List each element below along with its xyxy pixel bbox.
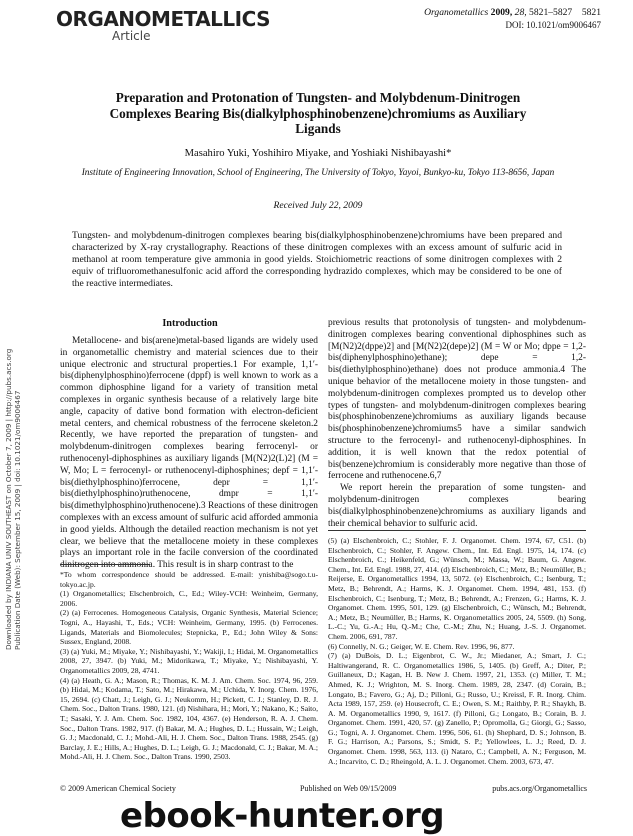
footnote-divider-left: [60, 564, 150, 565]
download-sidebar: [4, 300, 20, 650]
footnote-ref[interactable]: (3) (a) Yuki, M.; Miyake, Y.; Nishibayashi, Y.; Wakiji, I.; Hidai, M. Organometallics 2008, 27, 3947. (b) Yuki, M.; Midorikawa, T.; Miyake, Y.; Nishibayashi, Y. Organometallics 2009, 28, 4741.: [60, 646, 318, 675]
section-heading-introduction: Introduction: [162, 318, 218, 329]
footnotes-right: [328, 536, 586, 766]
citation-line: [424, 7, 601, 19]
footnote-ref[interactable]: (4) (a) Heath, G. A.; Mason, R.; Thomas, K. M. J. Am. Chem. Soc. 1974, 96, 259. (b) Hidai, M.; Kodama, T.; Sato, M.; Hirakawa, M.; Uchida, Y. Inorg. Chem. 1976, 15, 2694. (c) Chatt, J.; Leigh, G. J.; Neukomm, H.; Pickett, C. J.; Stanley, D. R. J. Chem. Soc., Dalton Trans. 1980, 121. (d) Nishihara, H.; Mori, Y.; Nakano, K.; Saito, T.; Sasaki, Y. J. Am. Chem. Soc. 1982, 104, 4367. (e) Henderson, R. A. J. Chem. Soc., Dalton Trans. 1982, 917. (f) Bakar, M. A.; Hughes, D. L.; Hussain, W.; Leigh, G. J.; Macdonald, C. J.; Mohd.-Ali, H. J. Chem. Soc., Dalton Trans. 1988, 2545. (g) Barclay, J. E.; Hills, A.; Hughes, D. L.; Leigh, G. J.; Macdonald, C. J.; Bakar, M. A.; Mohd.-Ali, H. J. Chem. Soc., Dalton Trans. 1990, 2503.: [60, 675, 318, 762]
footnote-ref[interactable]: (5) (a) Elschenbroich, C.; Stohler, F. J. Organomet. Chem. 1974, 67, C51. (b) Elschenbroich, C.; Stohler, F. Angew. Chem., Int. Ed. Engl. 1975, 14, 174. (c) Elschenbroich, C.; Heikenfeld, G.; Wünsch, M.; Massa, W.; Baum, G. Angew. Chem., Int. Ed. Engl. 1988, 27, 414. (d) Elschenbroich, C.; Metz, B.; Neumüller, B.; Reijerse, E. Organometallics 1994, 13, 5072. (e) Elschenbroich, C.; Isenburg, T.; Metz, B.; Behrendt, A.; Harms, K. J. Organomet. Chem. 1994, 481, 153. (f) Elschenbroich, C.; Isenburg, T.; Metz, B.; Behrendt, A.; Frenzen, G.; Harms, K. J. Organomet. Chem. 1995, 501, 129. (g) Elschenbroich, C.; Wünsch, M.; Behrendt, A.; Metz, B.; Neumüller, B.; Harms, K. Organometallics 2005, 24, 5509. (h) Song, L.-C.; Yu, G.-A.; Hu, Q.-M.; Che, C.-M.; Zhu, N.; Huang, J.-S. J. Organomet. Chem. 2006, 691, 787.: [328, 536, 586, 641]
pub-date-note: Publication Date (Web): September 15, 2009 | doi: 10.1021/om9006467: [13, 390, 22, 650]
article-title: Preparation and Protonation of Tungsten- and Molybdenum-Dinitrogen Complexes Bearing Bis(dialkylphosphinobenzene)chromiums as Auxiliary Ligands: [109, 90, 527, 136]
doi[interactable]: DOI: 10.1021/om9006467: [505, 20, 601, 30]
received-date: Received July 22, 2009: [273, 200, 363, 211]
intro-right-paragraph-1: previous results that protonolysis of tungsten- and molybdenum-dinitrogen complexes bearing conventional diphosphines such as [M(N2)2(dppe)2] and [M(N2)2(depe)2] (M = W or Mo; dppe = 1,2-bis(diphenylphosphino)ethane); depe = 1,2-bis(diethylphosphino)ethane) does not produce ammonia.4 The unique behavior of the metallocene moiety in those tungsten- and molybdenum-dinitrogen complexes prompted us to develop other types of tungsten- and molybdenum-dinitrogen complexes bearing bis(phosphinobenzene)chromiums as auxiliary ligands because bis(phosphinobenzene)chromiums5 have a similar sandwich structure to the ferrocenyl- and ruthenocenyl-diphosphines. In addition, it is well known that the redox potential of bis(benzene)chromium is considerably more negative than those of ferrocene and ruthenocene.6,7: [328, 318, 586, 482]
article-authors: Masahiro Yuki, Yoshihiro Miyake, and Yoshiaki Nishibayashi*: [184, 148, 452, 159]
footnote-ref: (1) Organometallics; Elschenbroich, C., Ed.; Wiley-VCH: Weinheim, Germany, 2006.: [60, 589, 318, 608]
intro-left-column: Metallocene- and bis(arene)metal-based ligands are widely used in organometallic chemistry and material sciences due to their unique electronic and structural properties.1 For example, 1,1′-bis(diphenylphosphino)ferrocene (dppf) is well known to work as a common diphosphine ligand for a variety of transition metal complexes in organic synthesis because of a relatively large bite angle, capacity of dative bond formation with electron-deficient metal centers, and chemical robustness of the ferrocene skeleton.2 Recently, we have reported the preparation of tungsten- and molybdenum-dinitrogen complexes bearing ferrocenyl- or ruthenocenyl-diphosphines as auxiliary ligands [M(N2)2(L)2] (M = W, Mo; L = ferrocenyl- or ruthenocenyl-diphosphines; depf = 1,1′-bis(diethylphosphino)ferrocene, depr = 1,1′-bis(diethylphosphino)ruthenocene, dmpr = 1,1′-bis(dimethylphosphino)ruthenocene).3 Reactions of these dinitrogen complexes with an excess amount of sulfuric acid afforded ammonia in good yields. Although the detailed reaction mechanism is not yet clear, we believe that the metallocene moiety in these complexes plays an important role in the facile conversion of the coordinated dinitrogen into ammonia. This result is in sharp contrast to the: [60, 336, 318, 571]
abstract: Tungsten- and molybdenum-dinitrogen complexes bearing bis(dialkylphosphinobenzene)chromiums have been prepared and characterized by X-ray crystallography. Reactions of these dinitrogen complexes with an excess amount of sulfuric acid in methanol at room temperature give ammonia in good yields. Stoichiometric reactions of some dinitrogen complexes with 2 equiv of trifluoromethanesulfonic acid afford the corresponding hydrazido complexes, which may be considered to be one of the reactive intermediates.: [72, 230, 562, 289]
journal-website-link[interactable]: pubs.acs.org/Organometallics: [492, 784, 587, 793]
published-date: Published on Web 09/15/2009: [300, 784, 397, 793]
citation-journal: Organometallics: [424, 7, 489, 18]
footnote-ref[interactable]: (6) Connelly, N. G.; Geiger, W. E. Chem. Rev. 1996, 96, 877.: [328, 641, 515, 651]
intro-right-paragraph-2: We report herein the preparation of some tungsten- and molybdenum-dinitrogen complexes bearing bis(dialkylphosphinobenzene)chromiums as auxiliary ligands and their chemical behavior to sulfuric acid.: [328, 483, 586, 529]
citation-year: 2009,: [490, 7, 513, 18]
journal-logo: [56, 7, 271, 43]
footnote-divider-right: [328, 530, 586, 531]
watermark: ebook-hunter.org: [120, 796, 445, 836]
footnote-correspondence[interactable]: *To whom correspondence should be addressed. E-mail: ynishiba@sogo.t.u-tokyo.ac.jp.: [60, 570, 318, 589]
citation-pages: 5821–5827: [529, 7, 573, 18]
citation-volume: 28,: [514, 7, 527, 18]
footnote-ref: (2) (a) Ferrocenes. Homogeneous Catalysis, Organic Synthesis, Material Science; Togni, A., Hayashi, T., Eds.; VCH: Weinheim, Germany, 1995. (b) Ferrocenes. Ligands, Materials and Biomolecules; Stepnicka, P., Ed.; John Wiley & Sons: Sussex, England, 2008.: [60, 608, 318, 647]
journal-section-label: Article: [112, 29, 151, 43]
journal-logo-text: ORGANOMETALLICS: [56, 7, 271, 31]
article-affiliation: Institute of Engineering Innovation, School of Engineering, The University of Tokyo, Yayoi, Bunkyo-ku, Tokyo 113-8656, Japan: [81, 168, 555, 178]
copyright: © 2009 American Chemical Society: [60, 784, 176, 793]
page-number: 5821: [581, 7, 601, 18]
footnote-ref[interactable]: (7) (a) DuBois, D. L.; Eigenbrot, C. W., Jr.; Miedaner, A.; Smart, J. C.; Haltiwangerand, R. C. Organometallics 1986, 5, 1405. (b) Greff, A.; Diter, P.; Guillaneux, D.; Kagan, H. B. New J. Chem. 1997, 21, 1353. (c) Miller, T. M.; Ahmed, K. J.; Wrighton, M. S. Inorg. Chem. 1989, 28, 2347. (d) Corain, B.; Longato, B.; Favero, G.; Aj, D.; Pilloni, G.; Russo, U.; Kreissl, F. R. Inorg. Chim. Acta 1989, 157, 259. (e) Housecroft, C. E.; Owen, S. M.; Raithby, P. R.; Shaykh, B. A. M. Organometallics 1990, 9, 1617. (f) Pilloni, G.; Longato, B.; Corain, B. J. Organomet. Chem. 1991, 420, 57. (g) Zanello, P.; Opromolla, G.; Giorgi, G.; Sasso, G.; Togni, A. J. Organomet. Chem. 1996, 506, 61. (h) Shephard, D. S.; Johnson, B. F. G.; Harrison, A.; Parsons, S.; Smidt, S. P.; Yellowlees, L. J.; Reed, D. J. Organomet. Chem. 1998, 563, 113. (i) Nataro, C.; Campbell, A. N.; Ferguson, M. A.; Incarvito, C. D.; Rheingold, A. L. J. Organomet. Chem. 2003, 673, 47.: [328, 651, 586, 766]
footnotes-left: [60, 570, 318, 762]
intro-right-column: [328, 318, 586, 530]
download-note: Downloaded by INDIANA UNIV SOUTHEAST on October 7, 2009 | http://pubs.acs.org: [4, 348, 13, 650]
